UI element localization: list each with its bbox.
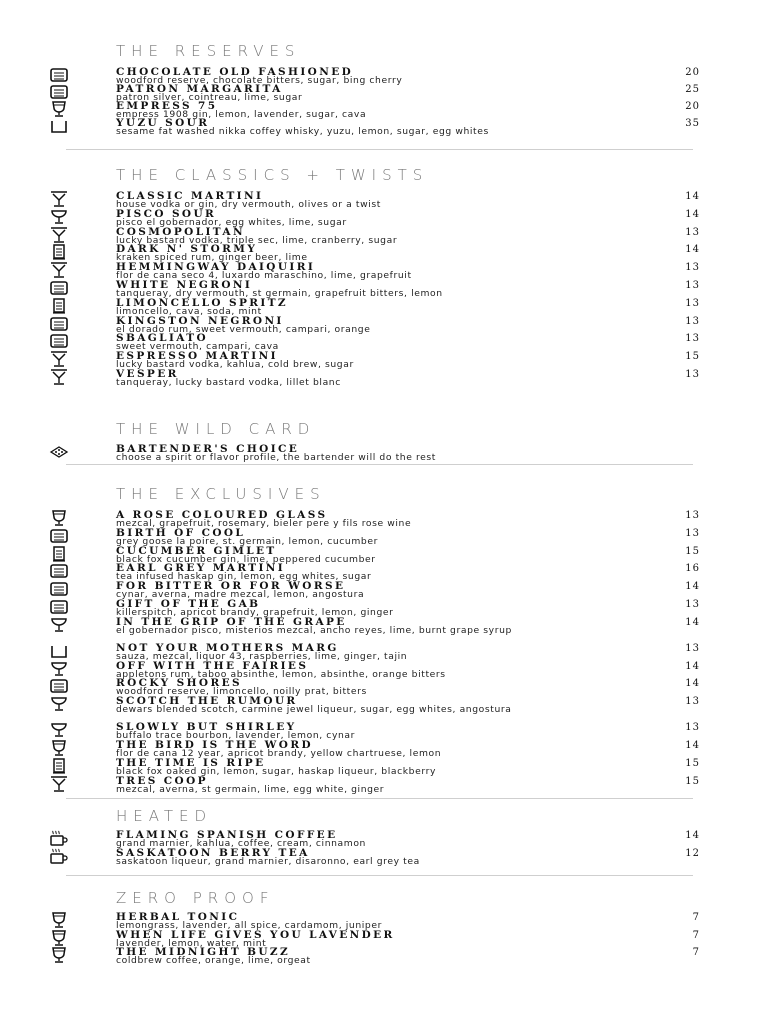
item-description: coldbrew coffee, orange, lime, orgeat	[116, 955, 311, 966]
item-price: 14	[685, 244, 700, 256]
item-name: BIRTH OF COOL	[116, 526, 246, 539]
martini-glass-icon	[48, 227, 74, 245]
item-description: appletons rum, taboo absinthe, lemon, absinthe, orange bitters	[116, 668, 446, 680]
item-price: 13	[685, 297, 700, 309]
item-name: WHEN LIFE GIVES YOU LAVENDER	[116, 928, 395, 941]
martini-glass-icon	[48, 351, 74, 369]
wine-glass-icon	[48, 510, 74, 528]
coupe-glass-icon	[48, 617, 74, 635]
item-price: 14	[685, 830, 700, 841]
item-price: 13	[685, 642, 700, 654]
item-description: mezcal, averna, st germain, lime, egg white, ginger	[116, 783, 385, 795]
item-price: 35	[685, 118, 700, 129]
wine-glass-icon	[48, 912, 74, 930]
item-description: grand marnier, kahlua, coffee, cream, cinnamon	[116, 838, 366, 849]
item-name: TRES COOP	[116, 774, 208, 787]
item-description: black fox oaked gin, lemon, sugar, haskap liqueur, blackberry	[116, 765, 436, 777]
item-name: THE BIRD IS THE WORD	[116, 739, 313, 751]
item-price: 14	[685, 678, 700, 690]
item-name: ROCKY SHORES	[116, 677, 242, 690]
item-price: 13	[685, 315, 700, 327]
item-description: tanqueray, lucky bastard vodka, lillet blanc	[116, 377, 341, 388]
item-name: CLASSIC MARTINI	[116, 190, 264, 202]
item-name: PISCO SOUR	[116, 207, 217, 220]
item-name: GIFT OF THE GAB	[116, 598, 261, 610]
wine-glass-icon	[48, 930, 74, 948]
item-description: mezcal, grapefruit, rosemary, bieler pere y fils rose wine	[116, 518, 412, 529]
item-description: tea infused haskap gin, lemon, egg whites, sugar	[116, 571, 372, 583]
item-name: IN THE GRIP OF THE GRAPE	[116, 615, 347, 628]
item-description: killerspitch, apricot brandy, grapefruit, lemon, ginger	[116, 607, 394, 618]
item-name: SBAGLIATO	[116, 332, 208, 345]
item-price: 15	[685, 757, 700, 769]
item-price: 7	[692, 929, 700, 941]
item-description: black fox cucumber gin, lime, peppered cucumber	[116, 553, 376, 565]
rocks-glass-icon	[48, 581, 74, 599]
highball-glass-icon	[48, 298, 74, 316]
item-description: saskatoon liqueur, grand marnier, disaronno, earl grey tea	[116, 855, 420, 867]
item-price: 13	[685, 696, 700, 708]
item-price: 13	[685, 262, 700, 274]
item-description: sauza, mezcal, liquor 43, raspberries, lime, ginger, tajin	[116, 650, 408, 662]
item-name: HEMMINGWAY DAIQUIRI	[116, 261, 316, 274]
item-name: PATRON MARGARITA	[116, 83, 283, 95]
item-price: 13	[685, 333, 700, 345]
item-description: kraken spiced rum, ginger beer, lime	[116, 252, 308, 264]
section-title-wildcard: THE WILD CARD	[116, 420, 316, 438]
section-title-zeroproof: ZERO PROOF	[116, 889, 275, 907]
item-price: 13	[685, 510, 700, 521]
section-title-classics: THE CLASSICS + TWISTS	[116, 166, 429, 184]
wine-glass-icon	[48, 947, 74, 965]
item-price: 13	[685, 722, 700, 734]
section-divider	[66, 875, 693, 876]
item-price: 14	[685, 740, 700, 751]
rocks-glass-icon	[48, 678, 74, 696]
coupe-glass-icon	[48, 209, 74, 227]
item-price: 12	[685, 847, 700, 859]
item-price: 15	[685, 545, 700, 557]
item-description: sesame fat washed nikka coffey whisky, yuzu, lemon, sugar, egg whites	[116, 126, 489, 137]
highball-glass-icon	[48, 546, 74, 564]
item-description: woodford reserve, limoncello, noilly prat, bitters	[116, 686, 367, 698]
item-name: A ROSE COLOURED GLASS	[116, 509, 328, 521]
tumbler-icon	[48, 118, 74, 136]
item-price: 15	[685, 351, 700, 363]
rocks-glass-icon	[48, 563, 74, 581]
rocks-glass-icon	[48, 333, 74, 351]
section-title-heated: HEATED	[116, 807, 213, 825]
section-divider	[66, 149, 693, 150]
item-price: 14	[685, 616, 700, 628]
item-price: 16	[685, 563, 700, 575]
item-description: lemongrass, lavender, all spice, cardamom, juniper	[116, 920, 382, 931]
item-name: HERBAL TONIC	[116, 911, 240, 923]
dice-icon	[48, 444, 74, 462]
item-price: 14	[685, 581, 700, 593]
coupe-glass-icon	[48, 722, 74, 740]
hot-mug-icon	[48, 848, 74, 866]
item-name: WHITE NEGRONI	[116, 279, 253, 291]
item-description: cynar, averna, madre mezcal, lemon, angostura	[116, 589, 365, 601]
item-name: FOR BITTER OR FOR WORSE	[116, 580, 346, 593]
item-price: 14	[685, 660, 700, 672]
item-price: 7	[692, 912, 700, 923]
item-name: EMPRESS 75	[116, 100, 218, 112]
item-description: el gobernador pisco, misterios mezcal, ancho reyes, lime, burnt grape syrup	[116, 624, 512, 636]
item-description: pisco el gobernador, egg whites, lime, sugar	[116, 216, 347, 228]
item-name: KINGSTON NEGRONI	[116, 314, 284, 327]
item-price: 25	[685, 84, 700, 95]
item-name: CHOCOLATE OLD FASHIONED	[116, 66, 354, 78]
martini-glass-icon	[48, 262, 74, 280]
item-description: lucky bastard vodka, kahlua, cold brew, sugar	[116, 359, 354, 371]
item-price: 13	[685, 280, 700, 291]
item-name: COSMOPOLITAN	[116, 225, 245, 238]
section-title-exclusives: THE EXCLUSIVES	[116, 485, 326, 503]
martini-glass-icon	[48, 369, 74, 387]
item-description: lavender, lemon, water, mint	[116, 937, 267, 949]
item-name: BARTENDER'S CHOICE	[116, 443, 300, 455]
martini-glass-icon	[48, 776, 74, 794]
item-name: THE MIDNIGHT BUZZ	[116, 946, 291, 958]
item-price: 13	[685, 369, 700, 380]
item-name: DARK N' STORMY	[116, 243, 258, 256]
item-description: patron silver, cointreau, lime, sugar	[116, 92, 303, 103]
item-price: 13	[685, 527, 700, 539]
item-name: FLAMING SPANISH COFFEE	[116, 829, 338, 841]
item-name: YUZU SOUR	[116, 117, 210, 129]
item-price: 14	[685, 208, 700, 220]
item-description: flor de cana 12 year, apricot brandy, yellow chartruese, lemon	[116, 748, 442, 759]
item-name: SASKATOON BERRY TEA	[116, 846, 310, 859]
rocks-glass-icon	[48, 280, 74, 298]
item-price: 14	[685, 191, 700, 202]
item-description: tanqueray, dry vermouth, st germain, grapefruit bitters, lemon	[116, 288, 443, 299]
wine-glass-icon	[48, 101, 74, 119]
item-description: buffalo trace bourbon, lavender, lemon, cynar	[116, 730, 356, 742]
item-price: 7	[692, 947, 700, 958]
rocks-glass-icon	[48, 599, 74, 617]
item-description: grey goose la poire, st. germain, lemon, cucumber	[116, 535, 378, 547]
hot-mug-icon	[48, 830, 74, 848]
section-divider	[66, 464, 693, 465]
item-name: LIMONCELLO SPRITZ	[116, 296, 288, 309]
item-price: 20	[685, 101, 700, 112]
item-description: choose a spirit or flavor profile, the bartender will do the rest	[116, 452, 436, 463]
section-divider	[66, 798, 693, 799]
item-name: VESPER	[116, 368, 179, 380]
item-name: EARL GREY MARTINI	[116, 562, 286, 575]
rocks-glass-icon	[48, 316, 74, 334]
wine-glass-icon	[48, 740, 74, 758]
tumbler-icon	[48, 643, 74, 661]
rocks-glass-icon	[48, 84, 74, 102]
item-price: 15	[685, 775, 700, 787]
section-title-reserves: THE RESERVES	[116, 42, 301, 60]
item-price: 13	[685, 226, 700, 238]
highball-glass-icon	[48, 244, 74, 262]
coupe-glass-icon	[48, 661, 74, 679]
item-description: sweet vermouth, campari, cava	[116, 341, 279, 353]
coupe-glass-icon	[48, 696, 74, 714]
highball-glass-icon	[48, 758, 74, 776]
item-name: OFF WITH THE FAIRIES	[116, 659, 309, 672]
item-price: 20	[685, 67, 700, 78]
item-description: empress 1908 gin, lemon, lavender, sugar, cava	[116, 109, 367, 120]
rocks-glass-icon	[48, 67, 74, 85]
item-description: el dorado rum, sweet vermouth, campari, orange	[116, 323, 371, 335]
item-description: woodford reserve, chocolate bitters, sugar, bing cherry	[116, 75, 403, 86]
item-name: NOT YOUR MOTHERS MARG	[116, 641, 339, 654]
item-description: house vodka or gin, dry vermouth, olives or a twist	[116, 199, 381, 210]
item-description: flor de cana seco 4, luxardo maraschino, lime, grapefruit	[116, 270, 412, 282]
item-name: ESPRESSO MARTINI	[116, 350, 278, 363]
item-name: THE TIME IS RIPE	[116, 756, 266, 769]
item-name: SLOWLY BUT SHIRLEY	[116, 721, 297, 734]
rocks-glass-icon	[48, 528, 74, 546]
item-description: limoncello, cava, soda, mint	[116, 305, 262, 317]
item-name: SCOTCH THE RUMOUR	[116, 695, 298, 708]
item-description: lucky bastard vodka, triple sec, lime, cranberry, sugar	[116, 234, 398, 246]
item-price: 13	[685, 599, 700, 610]
item-name: CUCUMBER GIMLET	[116, 544, 277, 557]
martini-glass-icon	[48, 191, 74, 209]
item-description: dewars blended scotch, carmine jewel liqueur, sugar, egg whites, angostura	[116, 704, 512, 716]
